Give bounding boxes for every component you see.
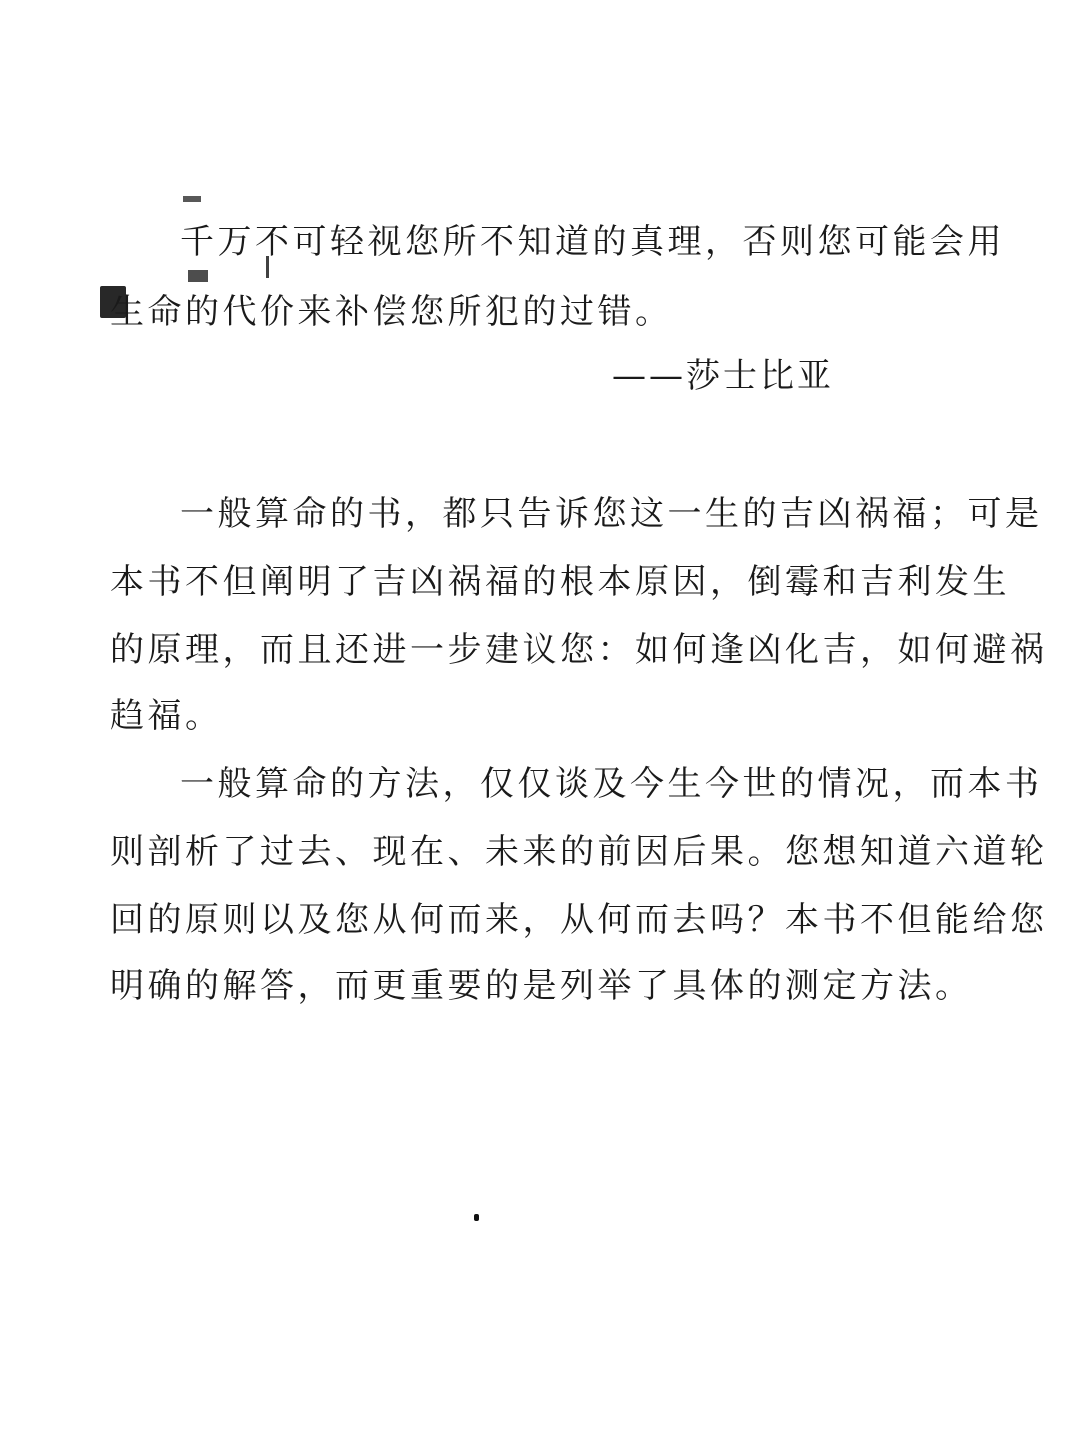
scan-speck: [474, 1214, 479, 1221]
epigraph-line: 生命的代价来补偿您所犯的过错。: [110, 292, 673, 332]
paragraph-line: 本书不但阐明了吉凶祸福的根本原因，倒霉和吉利发生: [110, 562, 1010, 602]
epigraph-attribution: ——莎士比亚: [612, 356, 834, 396]
paragraph-line: 则剖析了过去、现在、未来的前因后果。您想知道六道轮: [110, 832, 1048, 872]
paragraph-line: 的原理，而且还进一步建议您：如何逢凶化吉，如何避祸: [110, 630, 1048, 670]
scan-smudge: [183, 196, 201, 202]
paragraph-line: 回的原则以及您从何而来，从何而去吗？本书不但能给您: [110, 900, 1048, 940]
paragraph-line: 明确的解答，而更重要的是列举了具体的测定方法。: [110, 966, 973, 1006]
scan-smudge: [188, 270, 208, 282]
paragraph-line: 趋福。: [110, 696, 223, 736]
epigraph-line: 千万不可轻视您所不知道的真理，否则您可能会用: [180, 222, 1005, 262]
paragraph-line: 一般算命的书，都只告诉您这一生的吉凶祸福；可是: [180, 494, 1043, 534]
paragraph-line: 一般算命的方法，仅仅谈及今生今世的情况，而本书: [180, 764, 1043, 804]
